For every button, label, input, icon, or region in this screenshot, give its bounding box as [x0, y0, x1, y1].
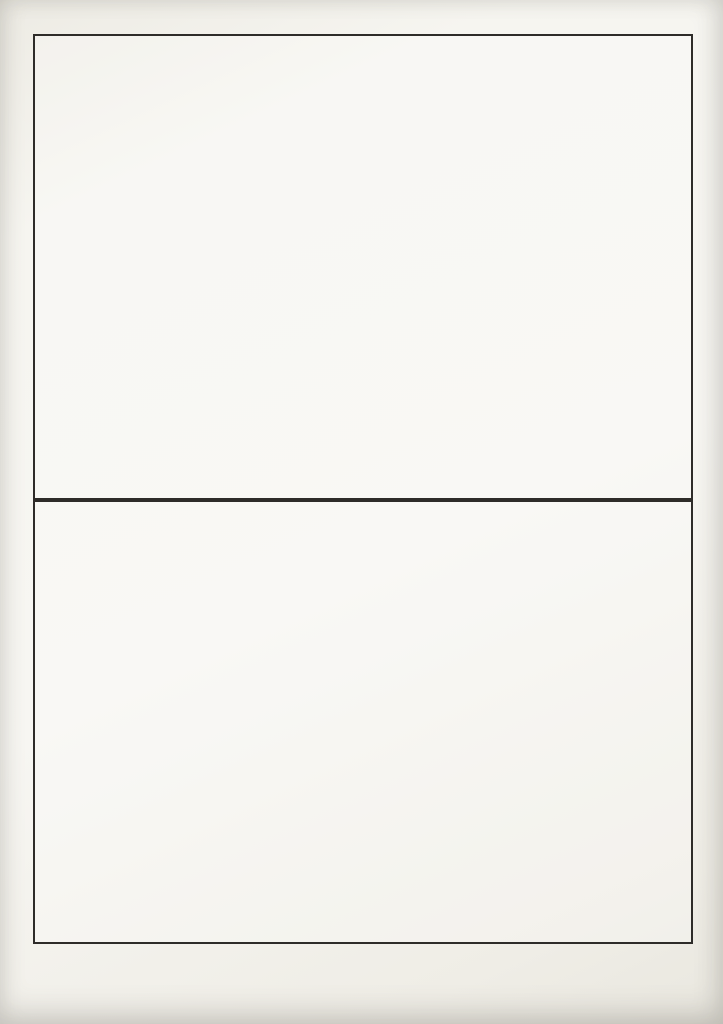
- top-roster-table: [33, 34, 693, 500]
- bottom-roster-table: [33, 500, 693, 944]
